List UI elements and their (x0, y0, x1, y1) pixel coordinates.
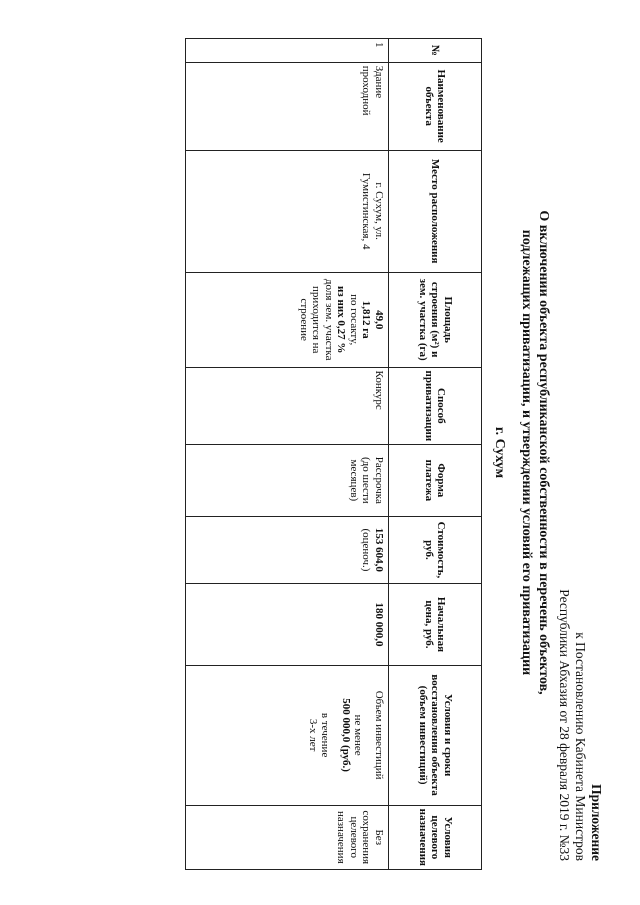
cost-value: 153 604,0 (373, 527, 385, 572)
header-method: Способ приватизации (389, 367, 482, 445)
cell-cost (186, 516, 389, 584)
conditions-line-5: 3-х лет (307, 718, 319, 752)
table-row (186, 39, 389, 870)
conditions-line-2: не менее (352, 714, 365, 756)
cell-purpose: Без сохранения целевого назначения (186, 805, 389, 869)
privatization-table (185, 38, 482, 870)
appendix-line-1: к Постановлению Кабинета Министров (573, 632, 588, 861)
area-land: 1,812 га (360, 300, 373, 339)
city-heading: г. Сухум (492, 426, 507, 479)
cost-note: (оценоч.) (360, 528, 373, 572)
cell-num: 1 (186, 39, 389, 63)
area-building: 49,0 (373, 310, 385, 330)
cell-location: г. Сухум, ул. Гумистинская, 4 (186, 150, 389, 272)
header-num: № (389, 39, 482, 63)
appendix-title: Приложение (589, 784, 604, 861)
appendix-header (556, 589, 604, 861)
document-title-line-2: подлежащих приватизации, и утверждении условий его приватизации (519, 229, 534, 676)
cell-conditions (186, 665, 389, 805)
header-location: Место расположения (389, 150, 482, 272)
header-purpose: Условия целевого назначения (389, 805, 482, 869)
document-title (518, 0, 552, 905)
header-payment: Форма платежа (389, 445, 482, 516)
conditions-line-3: 500 000,0 (руб.) (340, 698, 352, 772)
cell-method: Конкурс (186, 367, 389, 445)
cell-name: Здание проходной (186, 62, 389, 150)
cell-area (186, 272, 389, 367)
conditions-line-1: Объем инвестиций (373, 690, 385, 780)
header-area: Площадь строения (м²) и зем. участка (га) (389, 272, 482, 367)
area-share-note: доля зем. участка приходится на строение (298, 278, 335, 361)
appendix-line-2: Республики Абхазия от 28 февраля 2019 г. №33 (557, 589, 572, 861)
header-cost: Стоимость, руб. (389, 516, 482, 584)
start-price-value: 180 000,0 (373, 602, 385, 647)
header-conditions: Условия и сроки восстановления объекта (объем инвестиций) (389, 665, 482, 805)
table-header-row (389, 39, 482, 870)
area-land-note: по госакту, (348, 294, 360, 346)
conditions-line-4: в течение (319, 712, 332, 758)
document-title-line-1: О включении объекта республиканской собственности в перечень объектов, (536, 210, 551, 695)
cell-payment: Рассрочка (до шести месяцев) (186, 445, 389, 516)
header-name: Наименование объекта (389, 62, 482, 150)
cell-start-price (186, 584, 389, 665)
area-share: из них 0,27 % (335, 285, 348, 354)
header-start-price: Начальная цена, руб. (389, 584, 482, 665)
